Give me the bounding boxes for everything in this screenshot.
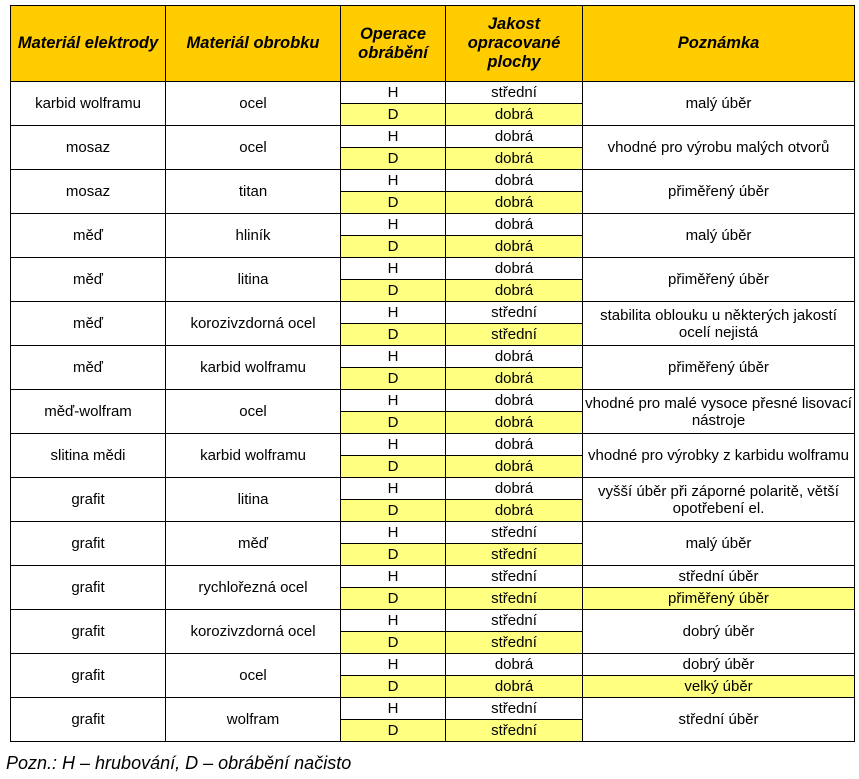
operation-cell: D (341, 104, 446, 126)
operation-cell: D (341, 280, 446, 302)
workpiece-cell: měď (166, 522, 341, 566)
note-cell: přiměřený úběr (583, 588, 855, 610)
note-cell: přiměřený úběr (583, 170, 855, 214)
table-row (11, 566, 855, 588)
table-row (11, 434, 855, 456)
note-cell: malý úběr (583, 82, 855, 126)
note-cell: malý úběr (583, 214, 855, 258)
operation-cell: D (341, 324, 446, 346)
operation-cell: H (341, 654, 446, 676)
table-row (11, 258, 855, 280)
operation-cell: D (341, 456, 446, 478)
electrode-cell: měď (11, 214, 166, 258)
table-row (11, 522, 855, 544)
electrode-cell: grafit (11, 654, 166, 698)
operation-cell: D (341, 368, 446, 390)
operation-cell: D (341, 544, 446, 566)
note-cell: stabilita oblouku u některých jakostí ocelí nejistá (583, 302, 855, 346)
quality-cell: dobrá (446, 126, 583, 148)
operation-cell: D (341, 412, 446, 434)
workpiece-cell: titan (166, 170, 341, 214)
operation-cell: H (341, 566, 446, 588)
note-cell: vyšší úběr při záporné polaritě, větší opotřebení el. (583, 478, 855, 522)
operation-cell: H (341, 434, 446, 456)
operation-cell: H (341, 302, 446, 324)
header-workpiece: Materiál obrobku (166, 6, 341, 82)
operation-cell: D (341, 148, 446, 170)
footnote: Pozn.: H – hrubování, D – obrábění načisto (6, 753, 352, 773)
header-note: Poznámka (583, 6, 855, 82)
electrode-cell: karbid wolframu (11, 82, 166, 126)
workpiece-cell: wolfram (166, 698, 341, 742)
quality-cell: dobrá (446, 170, 583, 192)
quality-cell: dobrá (446, 148, 583, 170)
electrode-cell: měď (11, 346, 166, 390)
workpiece-cell: rychlořezná ocel (166, 566, 341, 610)
electrode-cell: mosaz (11, 126, 166, 170)
note-cell: přiměřený úběr (583, 346, 855, 390)
electrode-cell: měď (11, 302, 166, 346)
quality-cell: střední (446, 588, 583, 610)
operation-cell: H (341, 258, 446, 280)
workpiece-cell: karbid wolframu (166, 434, 341, 478)
operation-cell: H (341, 390, 446, 412)
operation-cell: H (341, 478, 446, 500)
electrode-cell: grafit (11, 478, 166, 522)
quality-cell: střední (446, 522, 583, 544)
table-row (11, 610, 855, 632)
quality-cell: dobrá (446, 192, 583, 214)
table-row (11, 302, 855, 324)
operation-cell: D (341, 632, 446, 654)
quality-cell: dobrá (446, 676, 583, 698)
operation-cell: H (341, 346, 446, 368)
quality-cell: dobrá (446, 368, 583, 390)
quality-cell: dobrá (446, 390, 583, 412)
table-row (11, 82, 855, 104)
workpiece-cell: hliník (166, 214, 341, 258)
operation-cell: D (341, 192, 446, 214)
electrode-cell: slitina mědi (11, 434, 166, 478)
operation-cell: H (341, 214, 446, 236)
operation-cell: H (341, 126, 446, 148)
header-electrode: Materiál elektrody (11, 6, 166, 82)
operation-cell: D (341, 236, 446, 258)
note-cell: vhodné pro malé vysoce přesné lisovací nástroje (583, 390, 855, 434)
electrode-cell: grafit (11, 566, 166, 610)
workpiece-cell: korozivzdorná ocel (166, 302, 341, 346)
workpiece-cell: ocel (166, 390, 341, 434)
quality-cell: střední (446, 610, 583, 632)
quality-cell: dobrá (446, 500, 583, 522)
table-row (11, 346, 855, 368)
quality-cell: dobrá (446, 456, 583, 478)
table-row (11, 170, 855, 192)
quality-cell: střední (446, 544, 583, 566)
quality-cell: střední (446, 698, 583, 720)
electrode-cell: grafit (11, 522, 166, 566)
note-cell: střední úběr (583, 698, 855, 742)
quality-cell: dobrá (446, 104, 583, 126)
operation-cell: D (341, 676, 446, 698)
operation-cell: H (341, 82, 446, 104)
note-cell: dobrý úběr (583, 654, 855, 676)
electrode-cell: mosaz (11, 170, 166, 214)
note-cell: dobrý úběr (583, 610, 855, 654)
operation-cell: D (341, 588, 446, 610)
table-row (11, 478, 855, 500)
workpiece-cell: litina (166, 258, 341, 302)
table-row (11, 654, 855, 676)
workpiece-cell: korozivzdorná ocel (166, 610, 341, 654)
operation-cell: D (341, 500, 446, 522)
quality-cell: střední (446, 82, 583, 104)
quality-cell: střední (446, 302, 583, 324)
materials-table (10, 5, 855, 742)
quality-cell: dobrá (446, 654, 583, 676)
operation-cell: H (341, 522, 446, 544)
electrode-cell: grafit (11, 610, 166, 654)
workpiece-cell: ocel (166, 654, 341, 698)
header-row (11, 6, 855, 82)
header-quality: Jakost opracované plochy (446, 6, 583, 82)
electrode-cell: grafit (11, 698, 166, 742)
quality-cell: střední (446, 566, 583, 588)
quality-cell: střední (446, 720, 583, 742)
workpiece-cell: ocel (166, 126, 341, 170)
operation-cell: H (341, 698, 446, 720)
quality-cell: dobrá (446, 280, 583, 302)
workpiece-cell: karbid wolframu (166, 346, 341, 390)
note-cell: vhodné pro výrobky z karbidu wolframu (583, 434, 855, 478)
table-row (11, 126, 855, 148)
quality-cell: střední (446, 324, 583, 346)
note-cell: vhodné pro výrobu malých otvorů (583, 126, 855, 170)
table-row (11, 698, 855, 720)
electrode-cell: měď (11, 258, 166, 302)
note-cell: velký úběr (583, 676, 855, 698)
note-cell: malý úběr (583, 522, 855, 566)
electrode-cell: měď-wolfram (11, 390, 166, 434)
operation-cell: H (341, 610, 446, 632)
quality-cell: dobrá (446, 434, 583, 456)
header-operation: Operace obrábění (341, 6, 446, 82)
quality-cell: dobrá (446, 236, 583, 258)
quality-cell: dobrá (446, 346, 583, 368)
quality-cell: dobrá (446, 258, 583, 280)
quality-cell: dobrá (446, 412, 583, 434)
workpiece-cell: ocel (166, 82, 341, 126)
quality-cell: dobrá (446, 478, 583, 500)
quality-cell: dobrá (446, 214, 583, 236)
note-cell: střední úběr (583, 566, 855, 588)
workpiece-cell: litina (166, 478, 341, 522)
operation-cell: H (341, 170, 446, 192)
note-cell: přiměřený úběr (583, 258, 855, 302)
operation-cell: D (341, 720, 446, 742)
quality-cell: střední (446, 632, 583, 654)
table-row (11, 390, 855, 412)
table-body (11, 82, 855, 742)
table-row (11, 214, 855, 236)
